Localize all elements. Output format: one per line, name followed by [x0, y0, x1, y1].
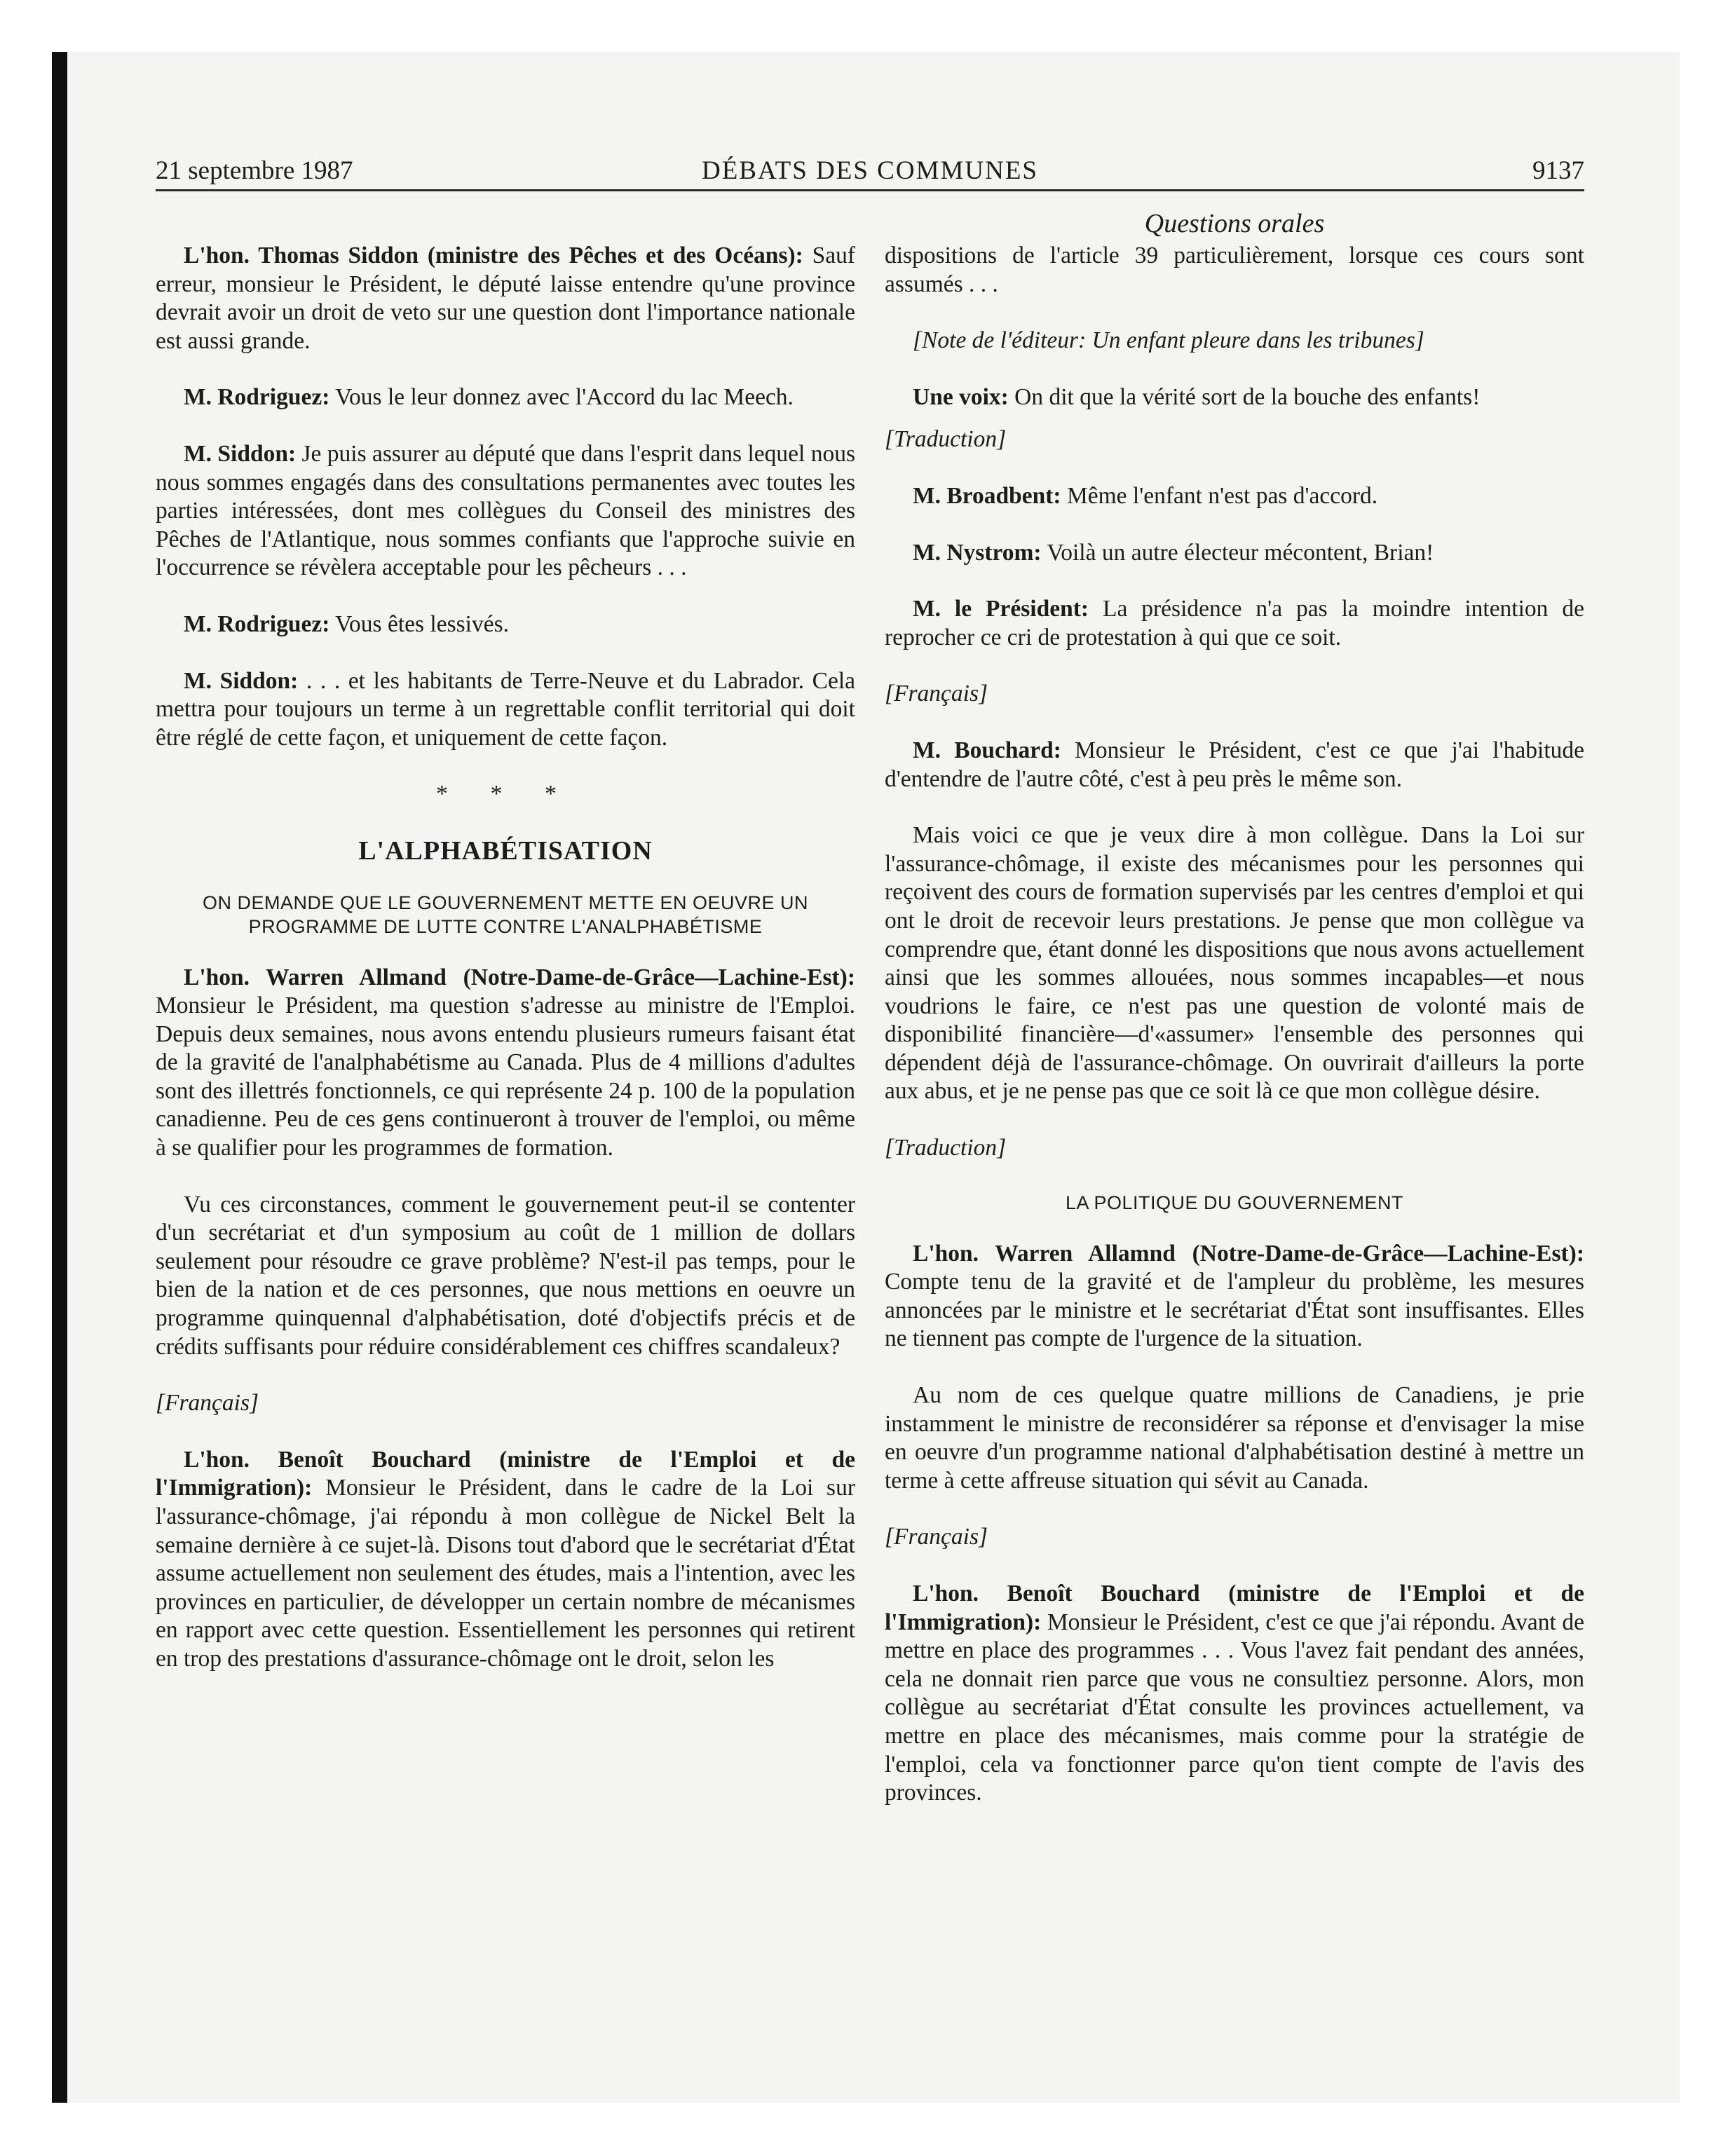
section-title: L'ALPHABÉTISATION — [358, 835, 653, 866]
speech-text: Voilà un autre électeur mécontent, Brian! — [1041, 539, 1434, 566]
paragraph — [885, 737, 1584, 793]
section-subtitle: ON DEMANDE QUE LE GOUVERNEMENT METTE EN OEUVRE UN PROGRAMME DE LUTTE CONTRE L'ANALPHABÉTISME — [202, 892, 809, 937]
header-date: 21 septembre 1987 — [156, 156, 353, 185]
speech-text: On dit que la vérité sort de la bouche des enfants! — [1008, 383, 1481, 410]
right-column — [885, 242, 1584, 1836]
speaker-name: M. Siddon: — [184, 440, 297, 467]
speaker-name: M. Bouchard: — [913, 737, 1061, 763]
speech-text: Monsieur le Président, c'est ce que j'ai l'habitude d'entendre de l'autre côté, c'est à peu près le même son. — [885, 737, 1585, 792]
speech-text: Vous êtes lessivés. — [329, 610, 510, 637]
speaker-name: L'hon. Benoît Bouchard (ministre de l'Emploi et de l'Immigration): — [885, 1581, 1584, 1635]
paragraph — [885, 482, 1584, 511]
speech-text: Même l'enfant n'est pas d'accord. — [1061, 482, 1378, 509]
speaker-name: M. Nystrom: — [913, 539, 1042, 566]
speaker-name: Une voix: — [913, 383, 1009, 410]
scan-border — [52, 52, 67, 2103]
page-number: 9137 — [1532, 156, 1584, 185]
header-title: DÉBATS DES COMMUNES — [701, 156, 1038, 185]
speech-text: Je puis assurer au député que dans l'esprit dans lequel nous nous sommes engagés dans des consultations permanentes avec toutes les parties intéressées, dont mes collègues du Conseil des ministres des Pêches de l'Atlantique, nous sommes confiants que l'approche suivie en l'occurrence se révèlera acceptable pour les pêcheurs . . . — [156, 440, 855, 581]
speaker-name: M. Siddon: — [184, 667, 299, 694]
speech-text: Vous le leur donnez avec l'Accord du lac Meech. — [329, 384, 794, 411]
speaker-name: M. Rodriguez: — [184, 610, 330, 637]
speech-text: . . . et les habitants de Terre-Neuve et du Labrador. Cela mettra pour toujours un terme à un regrettable conflit territorial qui doit être réglé de cette façon, et uniquement de cette façon. — [156, 667, 855, 751]
page-header — [156, 153, 1584, 191]
speaker-name: L'hon. Warren Allamnd (Notre-Dame-de-Grâce—Lachine-Est): — [913, 1240, 1584, 1267]
editor-note: [Note de l'éditeur: Un enfant pleure dans les tribunes] — [913, 327, 1424, 354]
speaker-name: L'hon. Thomas Siddon (ministre des Pêches et des Océans): — [184, 243, 803, 268]
speech-text: Monsieur le Président, c'est ce que j'ai répondu. Avant de mettre en place des programmes . . . Vous l'avez fait pendant des années, cela ne donnait rien parce que vous ne consultiez personne. Alors, mon collègue au secrétariat d'État consulte les provinces actuellement, va mettre en place des mécanismes, mais comme pour la stratégie de l'emploi, cela va fonctionner parce qu'on tient compte de l'avis des provinces. — [885, 1609, 1584, 1806]
paragraph — [156, 610, 855, 639]
speech-text: Sauf erreur, monsieur le Président, le député laisse entendre qu'une province devrait avoir un droit de veto sur une question dont l'importance nationale est aussi grande. — [156, 243, 855, 354]
speaker-name: M. Broadbent: — [913, 482, 1061, 509]
speaker-name: L'hon. Warren Allmand (Notre-Dame-de-Grâce—Lachine-Est): — [184, 964, 855, 990]
paragraph — [885, 595, 1584, 652]
paragraph — [885, 1580, 1584, 1808]
section-subheader: Questions orales — [1144, 209, 1325, 238]
speaker-name: M. le Président: — [913, 596, 1089, 622]
speech-text: Compte tenu de la gravité et de l'ampleur du problème, les mesures annoncées par le ministre et le secrétariat d'État sont insuffisantes. Elles ne tiennent pas compte de l'urgence de la situation. — [885, 1269, 1584, 1352]
language-label: [Traduction] — [885, 1135, 1007, 1161]
paragraph — [156, 383, 855, 412]
paragraph — [156, 964, 855, 1163]
paragraph: Au nom de ces quelque quatre millions de Canadiens, je prie instamment le ministre de reconsidérer sa réponse et d'envisager la mise en oeuvre d'un programme national d'alphabétisation destiné à mettre un terme à cette affreuse situation qui sévit au Canada. — [885, 1382, 1584, 1494]
speech-text: Monsieur le Président, dans le cadre de la Loi sur l'assurance-chômage, j'ai répondu à mon collègue de Nickel Belt la semaine dernière à ce sujet-là. Disons tout d'abord que le secrétariat d'État assume actuellement non seulement des études, mais a l'intention, avec les provinces en particulier, de développer un certain nombre de mécanismes en rapport avec cette question. Essentiellement les personnes qui retirent en trop des prestations d'assurance-chômage ont le droit, selon les — [156, 1475, 855, 1672]
paragraph — [885, 383, 1584, 412]
paragraph — [156, 1446, 855, 1674]
section-separator: * * * — [436, 781, 575, 807]
speaker-name: M. Rodriguez: — [184, 384, 330, 411]
paragraph — [156, 440, 855, 582]
paragraph — [156, 242, 855, 355]
paragraph — [156, 667, 855, 753]
language-label: [Français] — [885, 1524, 988, 1550]
paragraph — [885, 1240, 1584, 1353]
section-heading: LA POLITIQUE DU GOUVERNEMENT — [1065, 1192, 1404, 1213]
speaker-name: L'hon. Benoît Bouchard (ministre de l'Emploi et de l'Immigration): — [156, 1446, 855, 1501]
left-column — [156, 242, 855, 1702]
language-label: [Traduction] — [885, 426, 1007, 453]
speech-text: Monsieur le Président, ma question s'adresse au ministre de l'Emploi. Depuis deux semaines, nous avons entendu plusieurs rumeurs faisant état de la gravité de l'analphabétisme au Canada. Plus de 4 millions d'adultes sont des illettrés fonctionnels, ce qui représente 24 p. 100 de la population canadienne. Peu de ces gens continueront à trouver de l'emploi, ou même à se qualifier pour les programmes de formation. — [156, 992, 855, 1161]
language-label: [Français] — [156, 1390, 259, 1417]
paragraph: Mais voici ce que je veux dire à mon collègue. Dans la Loi sur l'assurance-chômage, il existe des mécanismes pour les personnes qui reçoivent des cours de formation supervisés par les centres d'emploi et qui ont le droit de recevoir leurs prestations. Je pense que mon collègue va comprendre que, étant donné les dispositions que nous avons actuellement ainsi que les sommes allouées, nous sommes incapables—et nous voudrions le faire, ce n'est pas une question de volonté mais de disponibilité financière—d'«assumer» l'ensemble des personnes qui dépendent déjà de l'assurance-chômage. On ouvrirait d'ailleurs la porte aux abus, et je ne pense pas que ce soit là ce que mon collègue désire. — [885, 822, 1584, 1105]
paragraph: Vu ces circonstances, comment le gouvernement peut-il se contenter d'un secrétariat et d'un symposium au coût de 1 million de dollars seulement pour résoudre ce grave problème? N'est-il pas temps, pour le bien de la nation et de ces personnes, que nous mettions en oeuvre un programme quinquennal d'alphabétisation, doté d'objectifs précis et de crédits suffisants pour réduire considérablement ces chiffres scandaleux? — [156, 1191, 855, 1360]
language-label: [Français] — [885, 681, 988, 707]
paragraph — [885, 539, 1584, 568]
speech-text: La présidence n'a pas la moindre intention de reprocher ce cri de protestation à qui que ce soit. — [885, 596, 1584, 650]
paragraph: dispositions de l'article 39 particulièrement, lorsque ces cours sont assumés . . . — [885, 243, 1584, 297]
